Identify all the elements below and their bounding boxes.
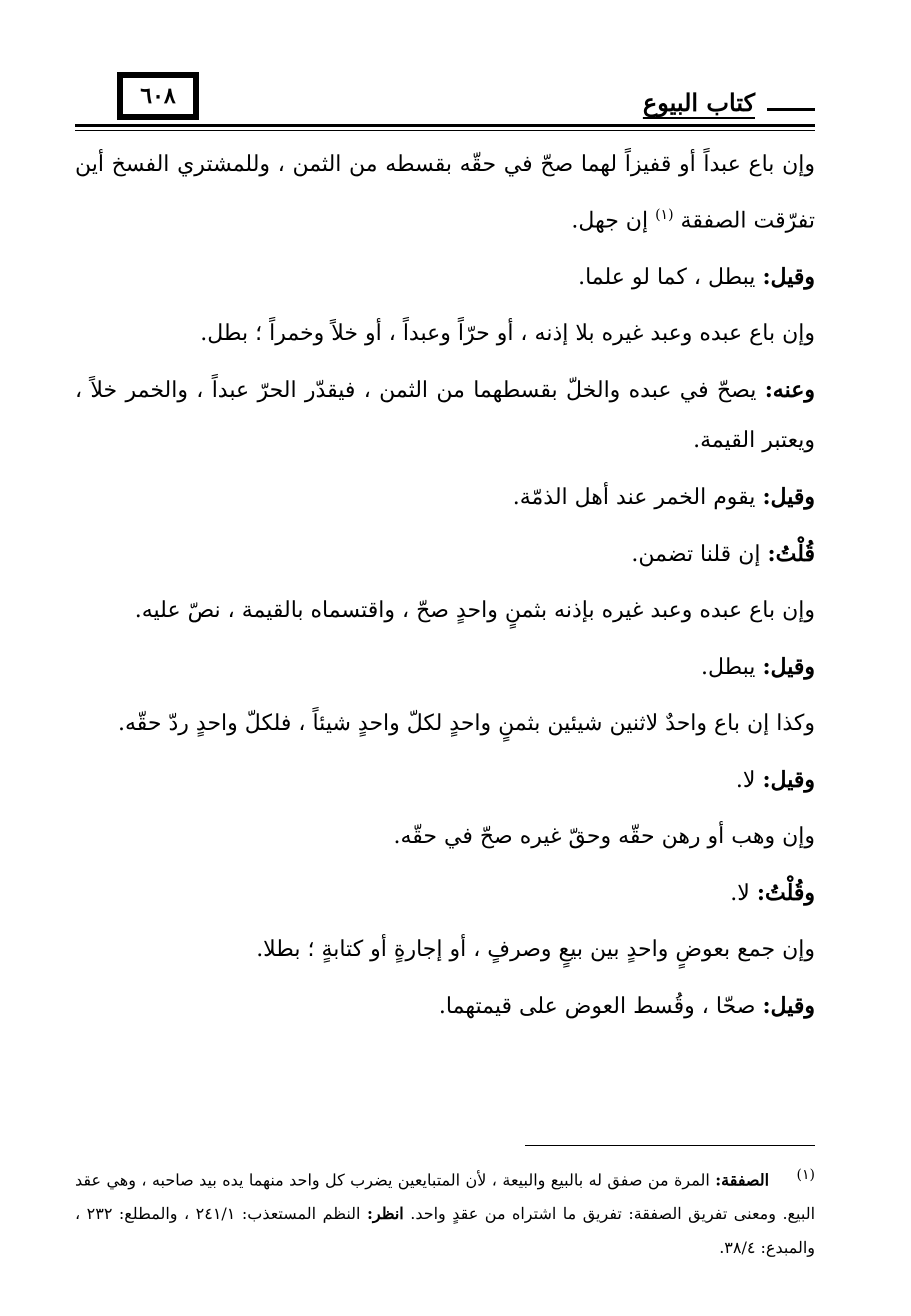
paragraph bbox=[75, 252, 815, 303]
paragraph bbox=[75, 642, 815, 693]
paragraph bbox=[75, 586, 815, 636]
footnote-marker: (١) bbox=[655, 207, 674, 223]
paragraph bbox=[75, 529, 815, 580]
paragraph-label: قُلْتُ: bbox=[767, 541, 815, 568]
paragraph-text: وإن باع عبده وعبد غيره بإذنه بثمنٍ واحدٍ صحّ ، واقتسماه بالقيمة ، نصّ عليه. bbox=[134, 598, 815, 624]
page-number: ٦٠٨ bbox=[117, 72, 199, 120]
header-rule-thick bbox=[75, 124, 815, 127]
running-title: كتاب البيوع bbox=[642, 88, 755, 117]
footnote-label: انظر: bbox=[366, 1204, 404, 1224]
paragraph bbox=[75, 472, 815, 523]
footnotes bbox=[75, 1158, 815, 1265]
paragraph bbox=[75, 140, 815, 246]
paragraph-text: يبطل ، كما لو علما. bbox=[578, 265, 756, 291]
paragraph bbox=[75, 699, 815, 749]
paragraph bbox=[75, 755, 815, 806]
paragraph-text: يبطل. bbox=[700, 655, 756, 681]
paragraph-label: وقيل: bbox=[762, 484, 815, 511]
footnote-label: الصفقة: bbox=[715, 1170, 770, 1190]
paragraph-label: وقيل: bbox=[762, 767, 815, 794]
paragraph-text: يصحّ في عبده والخلّ بقسطهما من الثمن ، فيقدّر الحرّ عبداً ، والخمر خلاً ، ويعتبر القيمة. bbox=[75, 378, 815, 454]
footnote-number: (١) bbox=[796, 1167, 816, 1183]
paragraph-text: وكذا إن باع واحدٌ لاثنين شيئين بثمنٍ واحدٍ لكلّ واحدٍ شيئاً ، فلكلّ واحدٍ ردّ حقّه. bbox=[117, 711, 815, 737]
footnote-text: النظم المستعذب: ٢٤١/١ ، والمطلع: ٢٣٢ ، والمبدع: ٣٨/٤. bbox=[75, 1204, 815, 1258]
paragraph-text: وإن باع عبداً أو قفيزاً لهما صحّ في حقّه بقسطه من الثمن ، وللمشتري الفسخ أين تفرّقت الصفقة bbox=[75, 152, 815, 234]
main-text bbox=[75, 140, 815, 1038]
paragraph bbox=[75, 925, 815, 975]
paragraph bbox=[75, 365, 815, 466]
paragraph-text: وإن جمع بعوضٍ واحدٍ بين بيعٍ وصرفٍ ، أو إجارةٍ أو كتابةٍ ؛ بطلا. bbox=[256, 937, 815, 963]
header-dash bbox=[767, 108, 815, 111]
paragraph-text: وإن باع عبده وعبد غيره بلا إذنه ، أو حرّاً وعبداً ، أو خلاً وخمراً ؛ بطل. bbox=[200, 321, 815, 347]
paragraph-label: وقُلْتُ: bbox=[756, 880, 815, 907]
paragraph bbox=[75, 981, 815, 1032]
paragraph-label: وعنه: bbox=[764, 377, 815, 404]
footnote-text: المرة من صفق له بالبيع والبيعة ، لأن المتبايعين يضرب كل واحد منهما يده بيد صاحبه ، وهي عقد البيع. ومعنى تفريق الصفقة: تفريق ما اشتراه من عقدٍ واحد. bbox=[75, 1170, 816, 1224]
paragraph-label: وقيل: bbox=[762, 264, 815, 291]
paragraph-text: صحّا ، وقُسط العوض على قيمتهما. bbox=[438, 994, 756, 1020]
page-header bbox=[75, 70, 815, 130]
paragraph bbox=[75, 812, 815, 862]
header-rule-thin bbox=[75, 130, 815, 131]
paragraph-text: إن قلنا تضمن. bbox=[631, 542, 761, 568]
paragraph-text: لا. bbox=[730, 881, 750, 907]
paragraph bbox=[75, 309, 815, 359]
paragraph bbox=[75, 868, 815, 919]
paragraph-text: يقوم الخمر عند أهل الذمّة. bbox=[512, 485, 756, 511]
paragraph-text: وإن وهب أو رهن حقّه وحقّ غيره صحّ في حقّه. bbox=[393, 824, 815, 850]
footnote-separator bbox=[525, 1145, 815, 1146]
paragraph-text: لا. bbox=[735, 768, 756, 794]
paragraph-text: إن جهل. bbox=[571, 208, 649, 234]
paragraph-label: وقيل: bbox=[762, 993, 815, 1020]
paragraph-label: وقيل: bbox=[762, 654, 815, 681]
